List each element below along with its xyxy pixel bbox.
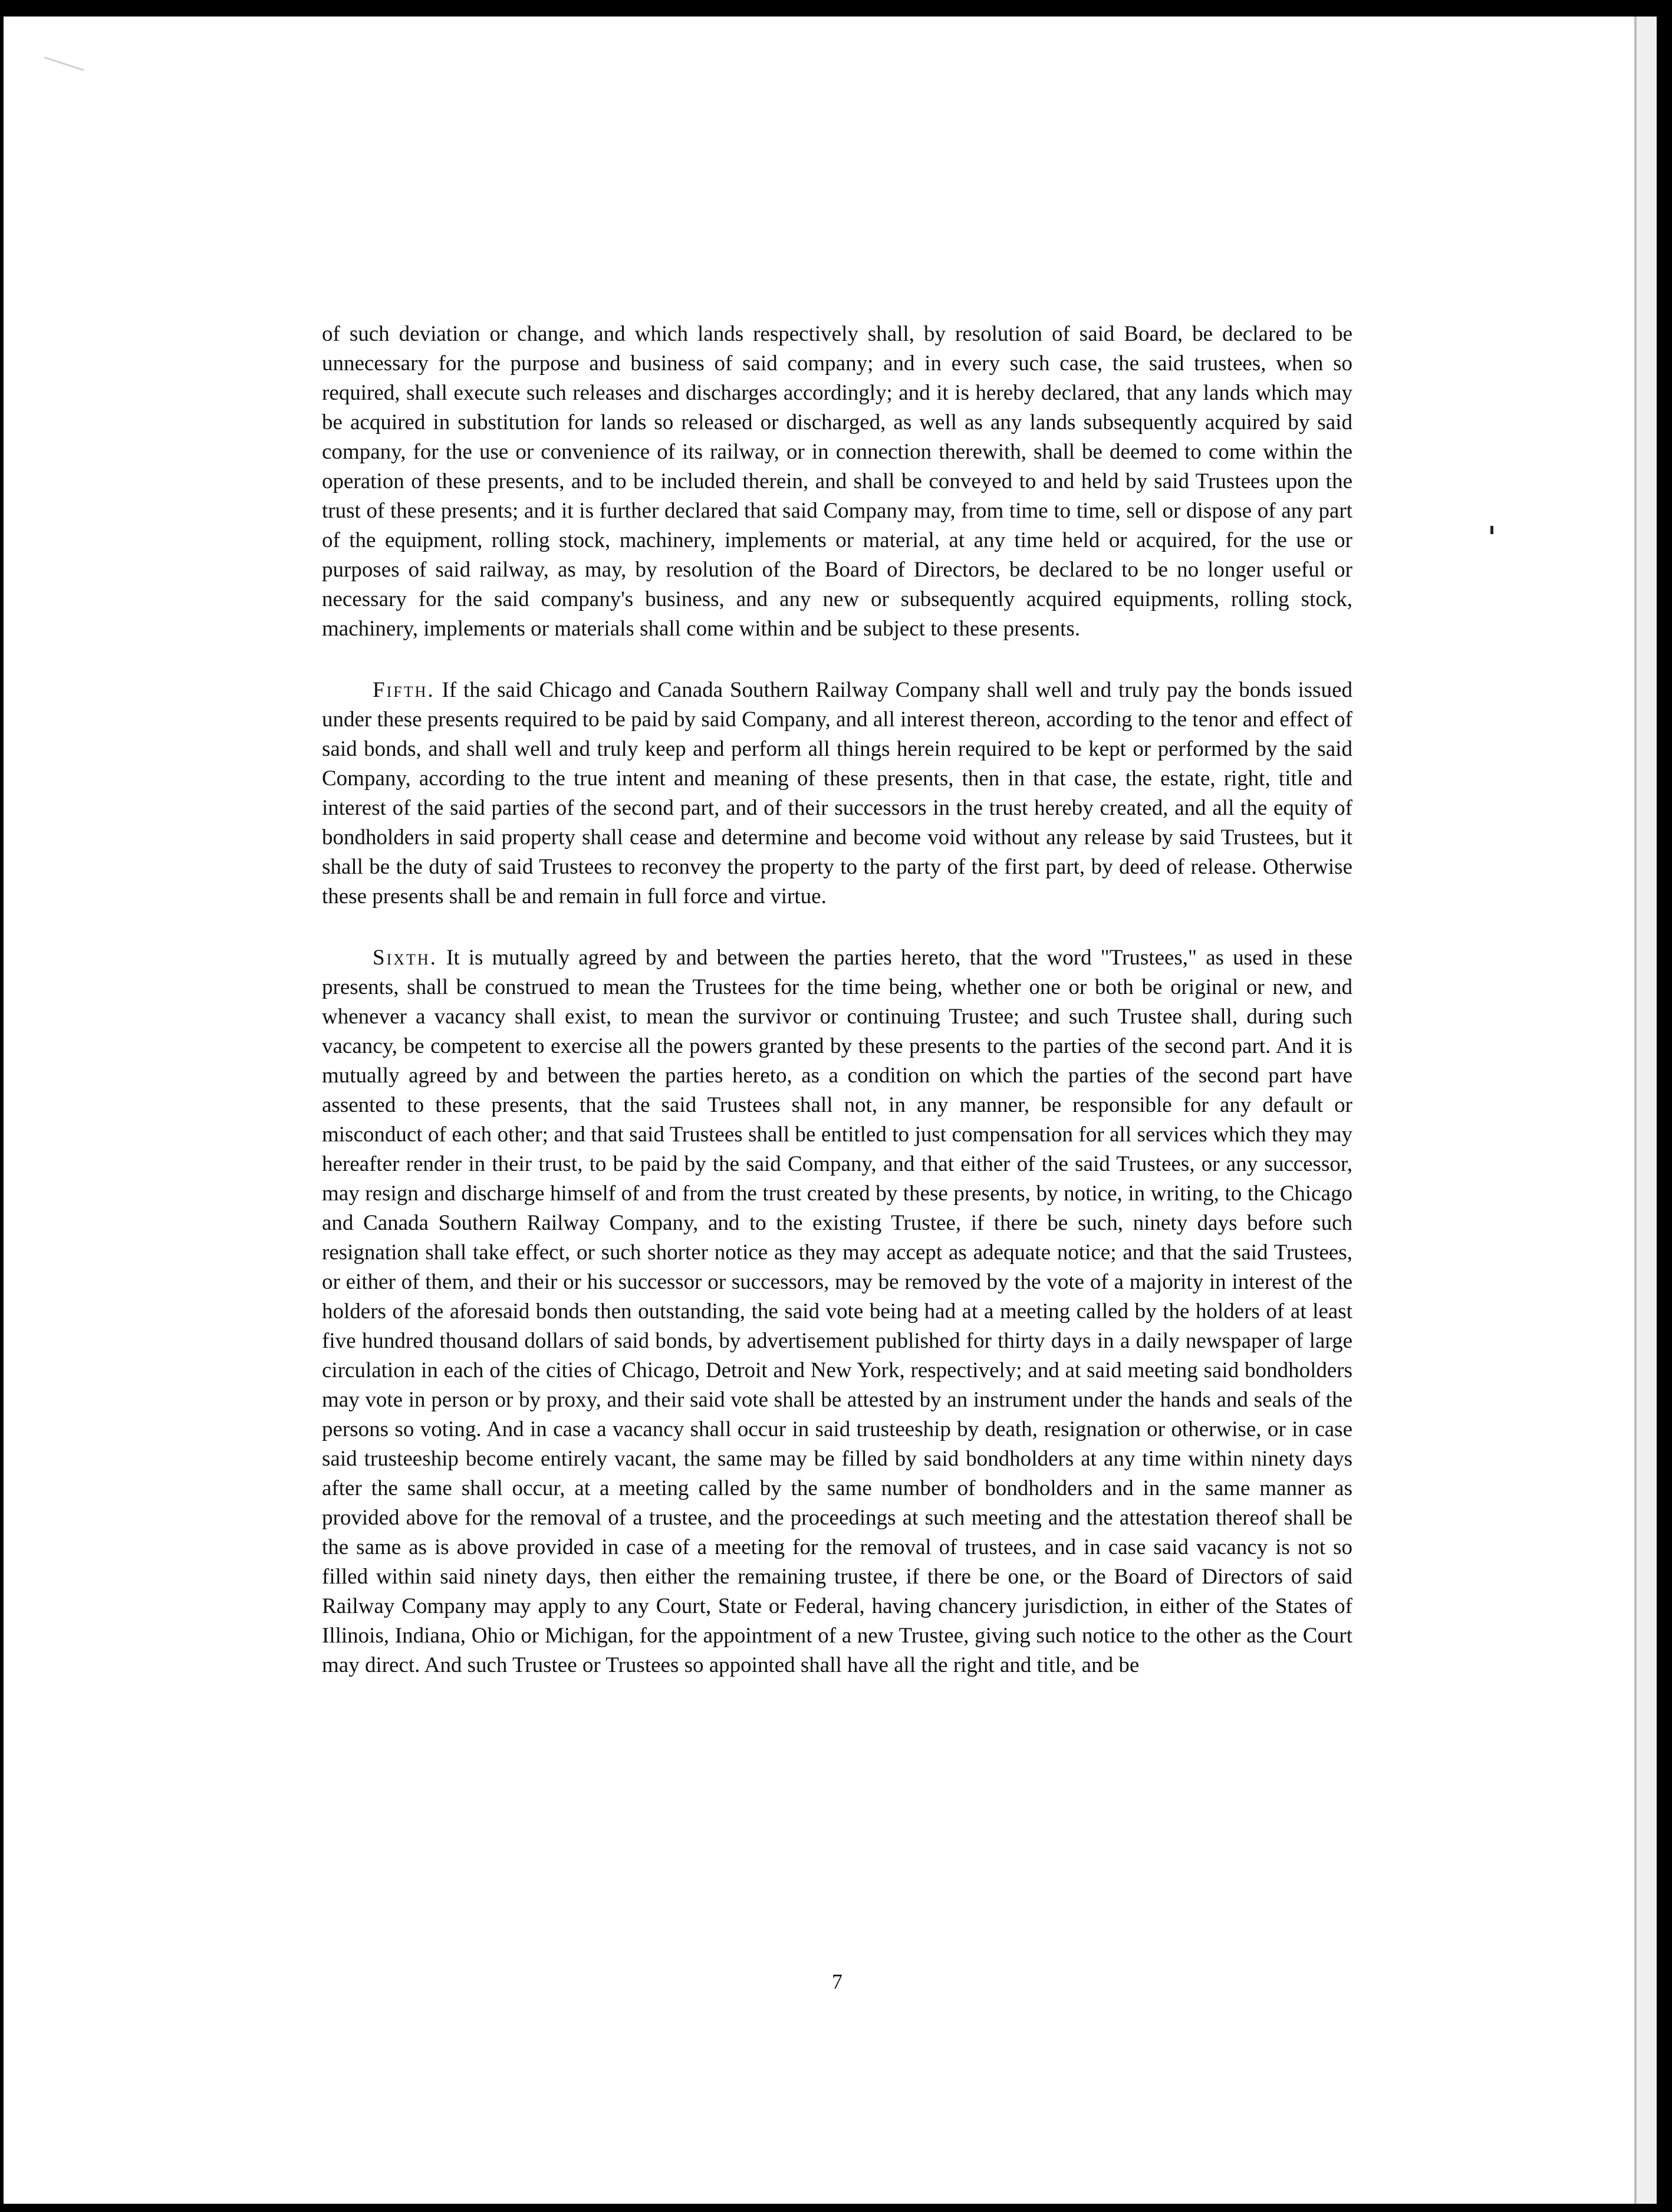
paragraph-continuation: of such deviation or change, and which lands respectively shall, by resolution of said Board, be declared to be unnecessary for the purpose and business of said company; and in every such case, the said trustees, when so required, shall execute such releases and discharges accordingly; and it is hereby declared, that any lands which may be acquired in substitution for lands so released or discharged, as well as any lands subsequently acquired by said company, for the use or convenience of its railway, or in connection therewith, shall be deemed to come within the operation of these presents, and to be included therein, and shall be conveyed to and held by said Trustees upon the trust of these presents; and it is further declared that said Company may, from time to time, sell or dispose of any part of the equipment, rolling stock, machinery, implements or material, at any time held or acquired, for the use or purposes of said railway, as may, by resolution of the Board of Directors, be declared to be no longer useful or necessary for the said company's business, and any new or subsequently acquired equipments, rolling stock, machinery, implements or materials shall come within and be subject to these presents. [322,322,1352,641]
section-heading-fifth: Fifth. [373,678,435,702]
paragraph-sixth [322,943,1352,1680]
paragraph-fifth-text: If the said Chicago and Canada Southern Railway Company shall well and truly pay the bonds issued under these presents required to be paid by said Company, and all interest thereon, according to the tenor and effect of said bonds, and shall well and truly keep and perform all things herein required to be kept or performed by the said Company, according to the true intent and meaning of these presents, then in that case, the estate, right, title and interest of the said parties of the second part, and of their successors in the trust hereby created, and all the equity of bondholders in said property shall cease and determine and become void without any release by said Trustees, but it shall be the duty of said Trustees to reconvey the property to the party of the first part, by deed of release. Otherwise these presents shall be and remain in full force and virtue. [322,678,1353,908]
page-edge-shadow [1634,17,1657,2204]
paragraph-fifth [322,676,1352,911]
paragraph-sixth-text: It is mutually agreed by and between the parties hereto, that the word "Trustees," as used in these presents, shall be construed to mean the Trustees for the time being, whether one or both be original or new, and whenever a vacancy shall exist, to mean the survivor or continuing Trustee; and such Trustee shall, during such vacancy, be competent to exercise all the powers granted by these presents to the parties of the second part. And it is mutually agreed by and between the parties hereto, as a condition on which the parties of the second part have assented to these presents, that the said Trustees shall not, in any manner, be responsible for any default or misconduct of each other; and that said Trustees shall be entitled to just compensation for all services which they may hereafter render in their trust, to be paid by the said Company, and that either of the said Trustees, or any successor, may resign and discharge himself of and from the trust created by these presents, by notice, in writing, to the Chicago and Canada Southern Railway Company, and to the existing Trustee, if there be such, ninety days before such resignation shall take effect, or such shorter notice as they may accept as adequate notice; and that the said Trustees, or either of them, and their or his successor or successors, may be removed by the vote of a majority in interest of the holders of the aforesaid bonds then outstanding, the said vote being had at a meeting called by the holders of at least five hundred thousand dollars of said bonds, by advertisement published for thirty days in a daily newspaper of large circulation in each of the cities of Chicago, Detroit and New York, respectively; and at said meeting said bondholders may vote in person or by proxy, and their said vote shall be attested by an instrument under the hands and seals of the persons so voting. And in case a vacancy shall occur in said trusteeship by death, resignation or otherwise, or in case said trusteeship become entirely vacant, the same may be filled by said bondholders at any time within ninety days after the same shall occur, at a meeting called by the same number of bondholders and in the same manner as provided above for the removal of a trustee, and the proceedings at such meeting and the attestation thereof shall be the same as is above provided in case of a meeting for the removal of trustees, and in case said vacancy is not so filled within said ninety days, then either the remaining trustee, if there be one, or the Board of Directors of said Railway Company may apply to any Court, State or Federal, having chancery jurisdiction, in either of the States of Illinois, Indiana, Ohio or Michigan, for the appointment of a new Trustee, giving such notice to the other as the Court may direct. And such Trustee or Trustees so appointed shall have all the right and title, and be [322,946,1353,1677]
page-number: 7 [832,1970,842,1993]
document-text-body [322,320,1352,1712]
scan-speck [1490,526,1493,534]
section-heading-sixth: Sixth. [373,946,437,970]
